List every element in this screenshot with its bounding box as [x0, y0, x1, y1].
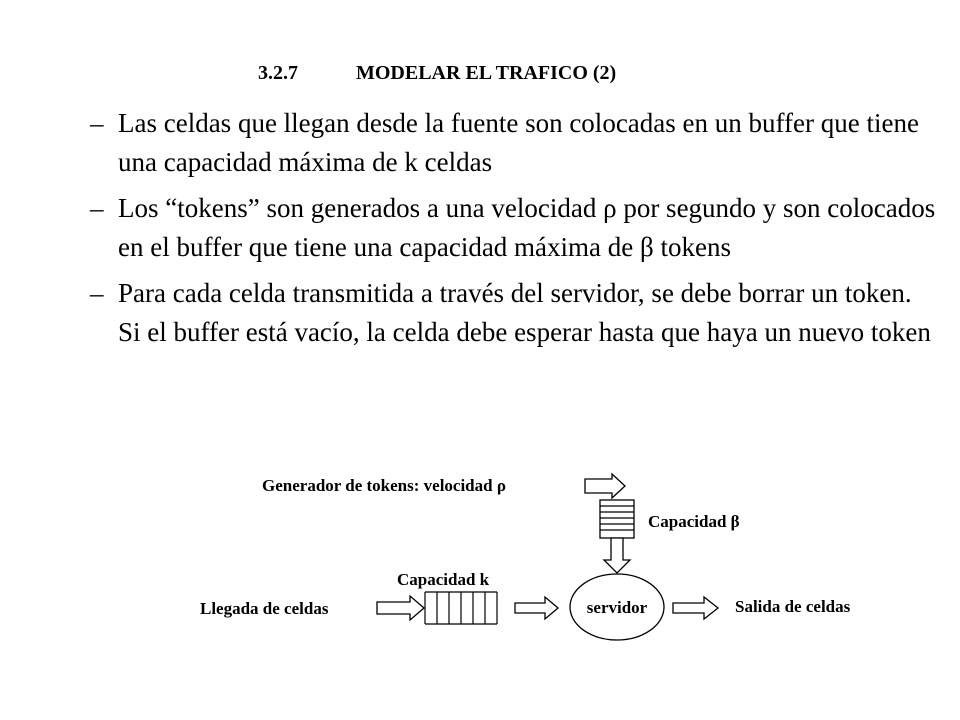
- departures-label: Salida de celdas: [735, 597, 851, 616]
- departure-arrow: [673, 597, 718, 619]
- token-to-server-arrow: [604, 538, 630, 573]
- section-number: 3.2.7: [258, 62, 298, 84]
- generator-arrow: [585, 474, 625, 498]
- bullet-dash: –: [90, 193, 104, 223]
- token-buffer-label: Capacidad β: [648, 512, 740, 531]
- bullet-text: Las celdas que llegan desde la fuente son colocadas en un buffer que tiene una capacidad máxima de k celdas: [118, 108, 919, 177]
- buffer-to-server-arrow: [515, 597, 558, 619]
- arrival-arrow: [377, 596, 424, 620]
- token-generator-label: Generador de tokens: velocidad ρ: [262, 476, 506, 495]
- bullet-dash: –: [90, 278, 104, 308]
- bullet-dash: –: [90, 108, 104, 138]
- token-buffer: [600, 500, 634, 538]
- arrivals-label: Llegada de celdas: [200, 599, 329, 618]
- cell-buffer: [425, 592, 497, 624]
- bullet-text: Para cada celda transmitida a través del servidor, se debe borrar un token. Si el buffer está vacío, la celda debe esperar hasta que haya un nuevo token: [118, 278, 931, 347]
- bullet-text: Los “tokens” son generados a una velocidad ρ por segundo y son colocados en el buffer que tiene una capacidad máxima de β tokens: [118, 193, 936, 262]
- title-text: MODELAR EL TRAFICO (2): [356, 62, 617, 84]
- server-label: servidor: [586, 598, 648, 617]
- cell-buffer-label: Capacidad k: [397, 570, 490, 589]
